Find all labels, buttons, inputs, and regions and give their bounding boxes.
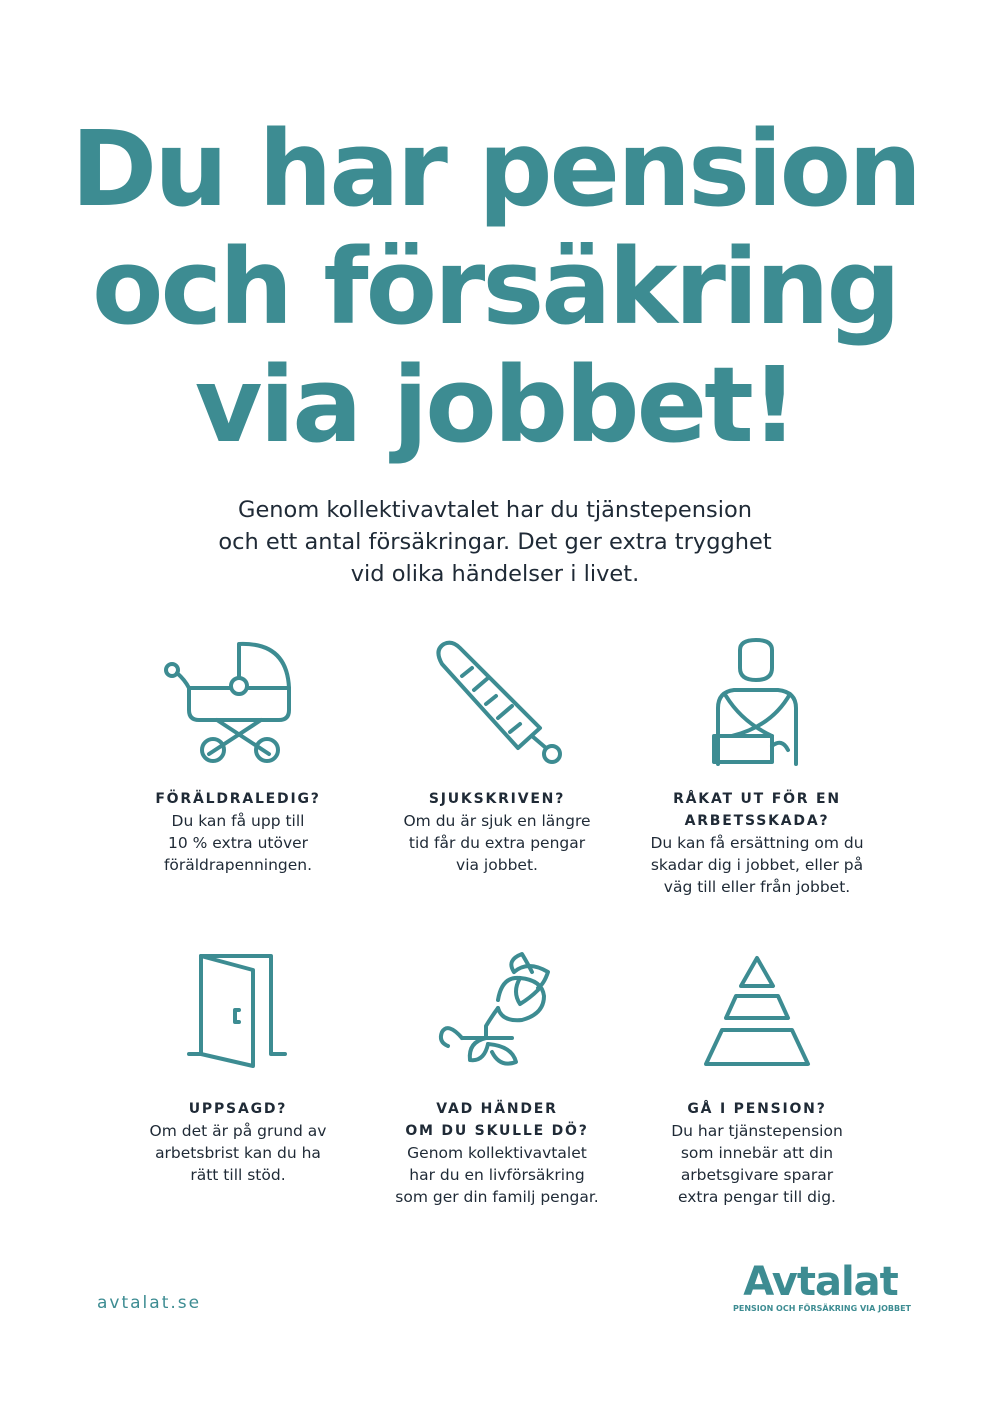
item-desc-line: som innebär att din bbox=[680, 1144, 834, 1162]
item-desc-line: 10 % extra utöver bbox=[167, 834, 309, 852]
item-desc-line: skadar dig i jobbet, eller på bbox=[650, 856, 864, 874]
headline bbox=[0, 110, 990, 464]
item-desc-line: Du kan få upp till bbox=[171, 812, 305, 830]
info-item-work-injury bbox=[622, 636, 892, 896]
intro-line-1: Genom kollektivavtalet har du tjänstepension bbox=[238, 497, 752, 523]
item-desc-line: Genom kollektivavtalet bbox=[407, 1144, 587, 1162]
item-desc-line: tid får du extra pengar bbox=[408, 834, 586, 852]
intro-line-2: och ett antal försäkringar. Det ger extra trygghet bbox=[218, 529, 772, 555]
intro-text bbox=[145, 494, 845, 590]
intro-line-3: vid olika händelser i livet. bbox=[350, 561, 640, 587]
info-item-retirement bbox=[622, 950, 892, 1206]
item-desc-line: väg till eller från jobbet. bbox=[663, 878, 851, 896]
headline-line-1: Du har pension bbox=[70, 108, 920, 230]
logo-tagline: PENSION OCH FÖRSÄKRING VIA JOBBET bbox=[733, 1304, 911, 1313]
item-title: VAD HÄNDER bbox=[436, 1101, 558, 1117]
baby-stroller-icon bbox=[103, 636, 373, 776]
item-desc-line: Om det är på grund av bbox=[149, 1122, 327, 1140]
item-desc-line: arbetsgivare sparar bbox=[680, 1166, 834, 1184]
item-desc-line: extra pengar till dig. bbox=[678, 1188, 836, 1206]
info-item-laid-off bbox=[103, 950, 373, 1184]
person-arm-sling-icon bbox=[622, 636, 892, 776]
thermometer-icon bbox=[362, 636, 632, 776]
item-desc-line: Om du är sjuk en längre bbox=[403, 812, 591, 830]
item-title: OM DU SKULLE DÖ? bbox=[405, 1123, 589, 1139]
item-desc-line: som ger din familj pengar. bbox=[395, 1188, 599, 1206]
item-title: RÅKAT UT FÖR EN bbox=[673, 791, 841, 807]
pyramid-icon bbox=[622, 950, 892, 1090]
item-desc-line: Du kan få ersättning om du bbox=[650, 834, 864, 852]
item-title: FÖRÄLDRALEDIG? bbox=[155, 791, 321, 807]
headline-line-3: via jobbet! bbox=[194, 344, 796, 466]
info-item-parental-leave bbox=[103, 636, 373, 874]
website-link[interactable]: avtalat.se bbox=[97, 1293, 202, 1313]
item-desc-line: föräldrapenningen. bbox=[163, 856, 313, 874]
rose-icon bbox=[362, 950, 632, 1090]
item-desc-line: rätt till stöd. bbox=[190, 1166, 286, 1184]
info-item-sick-leave bbox=[362, 636, 632, 874]
info-item-life-insurance bbox=[362, 950, 632, 1206]
item-desc-line: via jobbet. bbox=[456, 856, 538, 874]
item-desc-line: arbetsbrist kan du ha bbox=[155, 1144, 321, 1162]
brand-logo bbox=[733, 1259, 911, 1313]
item-title: SJUKSKRIVEN? bbox=[428, 791, 566, 807]
open-door-icon bbox=[103, 950, 373, 1090]
item-title: UPPSAGD? bbox=[188, 1101, 288, 1117]
headline-line-2: och försäkring bbox=[92, 226, 898, 348]
item-desc-line: Du har tjänstepension bbox=[671, 1122, 843, 1140]
item-title: GÅ I PENSION? bbox=[687, 1101, 827, 1117]
item-desc-line: har du en livförsäkring bbox=[409, 1166, 585, 1184]
logo-wordmark: Avtalat bbox=[743, 1259, 898, 1305]
item-title: ARBETSSKADA? bbox=[684, 813, 830, 829]
